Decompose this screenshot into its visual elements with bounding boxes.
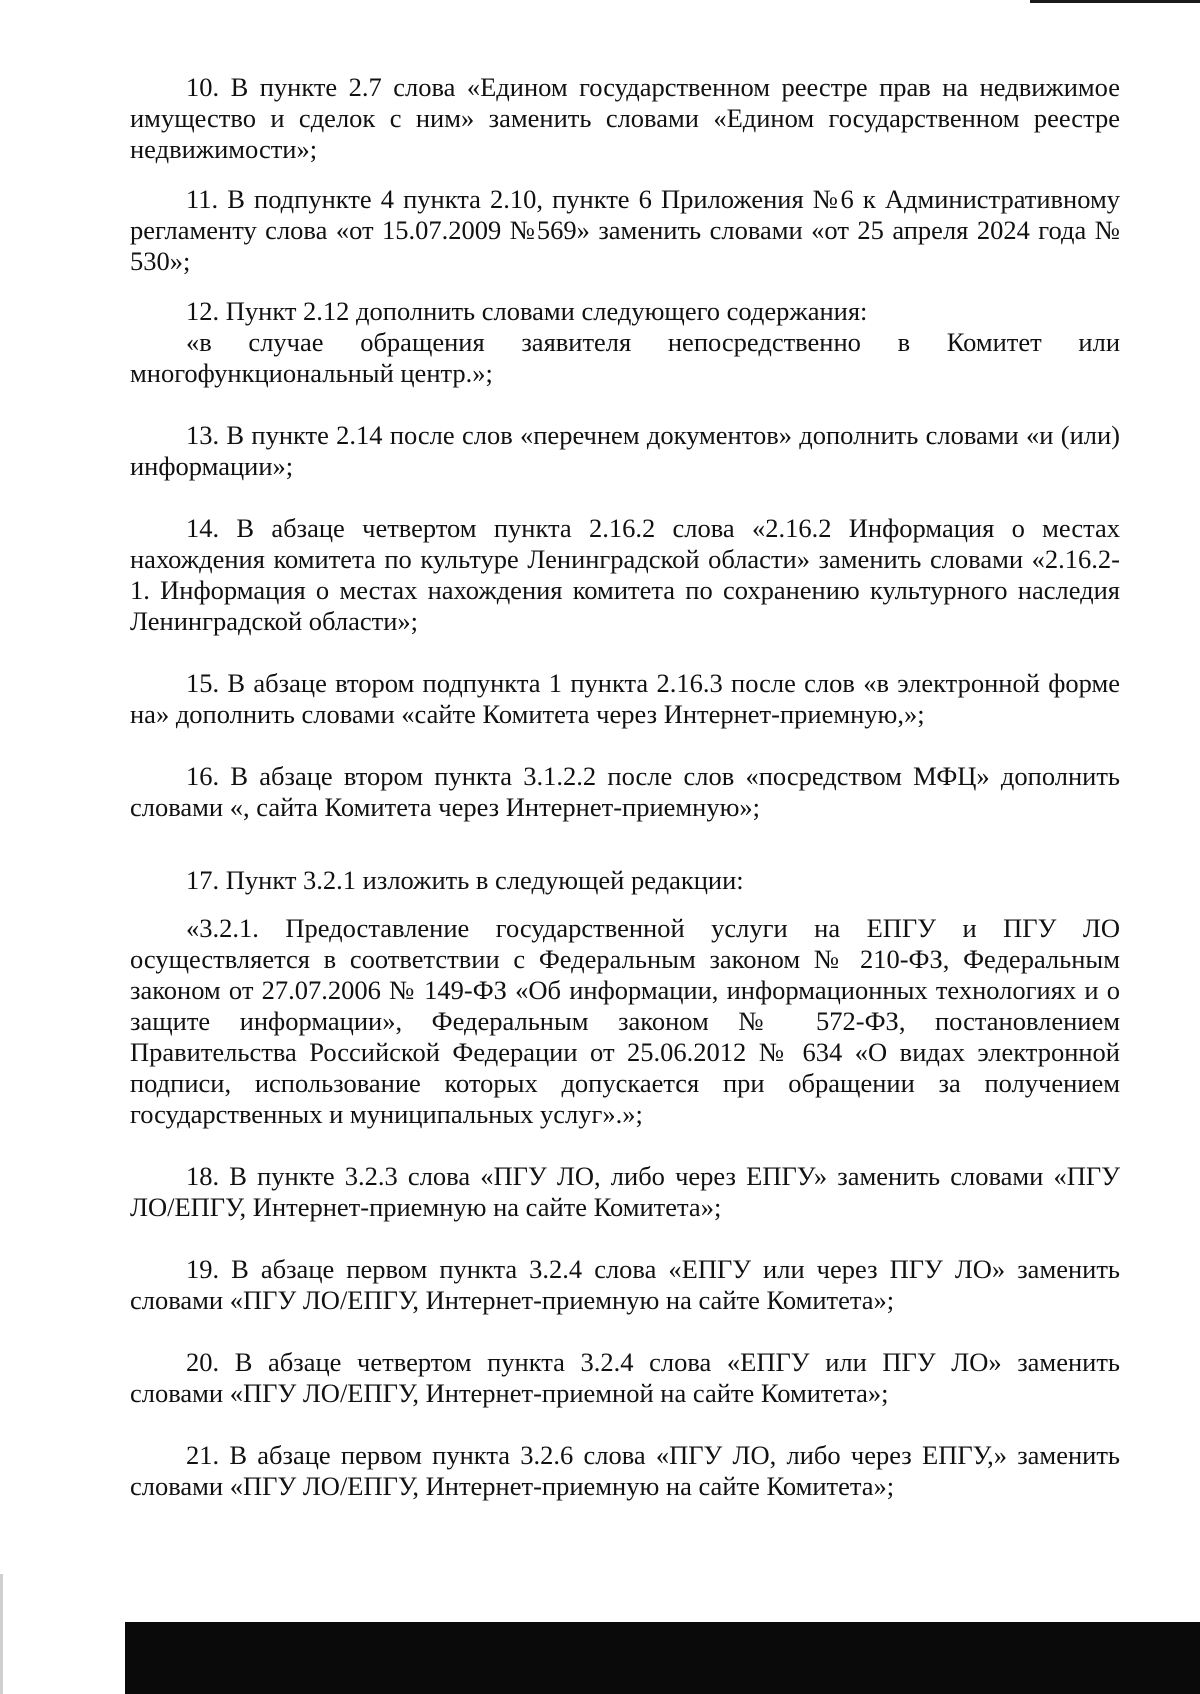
paragraph-20: 20. В абзаце четвертом пункта 3.2.4 слова «ЕПГУ или ПГУ ЛО» заменить словами «ПГУ ЛО/ЕПГУ, Интернет-приемной на сайте Комитета»; [130, 1347, 1120, 1408]
paragraph-16: 16. В абзаце втором пункта 3.1.2.2 после слов «посредством МФЦ» дополнить словами «, сайта Комитета через Интернет-приемную»; [130, 761, 1120, 822]
scan-edge-top [1030, 0, 1200, 3]
paragraph-21: 21. В абзаце первом пункта 3.2.6 слова «ПГУ ЛО, либо через ЕПГУ,» заменить словами «ПГУ ЛО/ЕПГУ, Интернет-приемную на сайте Комитета»; [130, 1440, 1120, 1501]
scan-edge-bottom [125, 1622, 1200, 1694]
scan-edge-left [0, 1574, 3, 1694]
paragraph-13: 13. В пункте 2.14 после слов «перечнем документов» дополнить словами «и (или) информации»; [130, 420, 1120, 481]
paragraph-18: 18. В пункте 3.2.3 слова «ПГУ ЛО, либо через ЕПГУ» заменить словами «ПГУ ЛО/ЕПГУ, Интернет-приемную на сайте Комитета»; [130, 1161, 1120, 1222]
paragraph-17-quote: «3.2.1. Предоставление государственной услуги на ЕПГУ и ПГУ ЛО осуществляется в соответствии с Федеральным законом № 210-ФЗ, Федеральным законом от 27.07.2006 № 149-ФЗ «Об информации, информационных технологиях и о защите информации», Федеральным законом № 572-ФЗ, постановлением Правительства Российской Федерации от 25.06.2012 № 634 «О видах электронной подписи, использование которых допускается при обращении за получением государственных и муниципальных услуг».»; [130, 913, 1120, 1129]
paragraph-19: 19. В абзаце первом пункта 3.2.4 слова «ЕПГУ или через ПГУ ЛО» заменить словами «ПГУ ЛО/ЕПГУ, Интернет-приемную на сайте Комитета»; [130, 1254, 1120, 1315]
paragraph-12-quote: «в случае обращения заявителя непосредственно в Комитет или многофункциональный центр.»; [130, 327, 1120, 388]
paragraph-15: 15. В абзаце втором подпункта 1 пункта 2.16.3 после слов «в электронной форме на» дополнить словами «сайте Комитета через Интернет-приемную,»; [130, 668, 1120, 729]
paragraph-14: 14. В абзаце четвертом пункта 2.16.2 слова «2.16.2 Информация о местах нахождения комитета по культуре Ленинградской области» заменить словами «2.16.2-1. Информация о местах нахождения комитета по сохранению культурного наследия Ленинградской области»; [130, 513, 1120, 636]
paragraph-11: 11. В подпункте 4 пункта 2.10, пункте 6 Приложения №6 к Административному регламенту слова «от 15.07.2009 №569» заменить словами «от 25 апреля 2024 года № 530»; [130, 184, 1120, 276]
paragraph-10: 10. В пункте 2.7 слова «Едином государственном реестре прав на недвижимое имущество и сделок с ним» заменить словами «Едином государственном реестре недвижимости»; [130, 72, 1120, 164]
paragraph-12: 12. Пункт 2.12 дополнить словами следующего содержания: [186, 296, 868, 326]
document-page [130, 72, 1120, 1502]
paragraph-17: 17. Пункт 3.2.1 изложить в следующей редакции: [186, 865, 744, 895]
